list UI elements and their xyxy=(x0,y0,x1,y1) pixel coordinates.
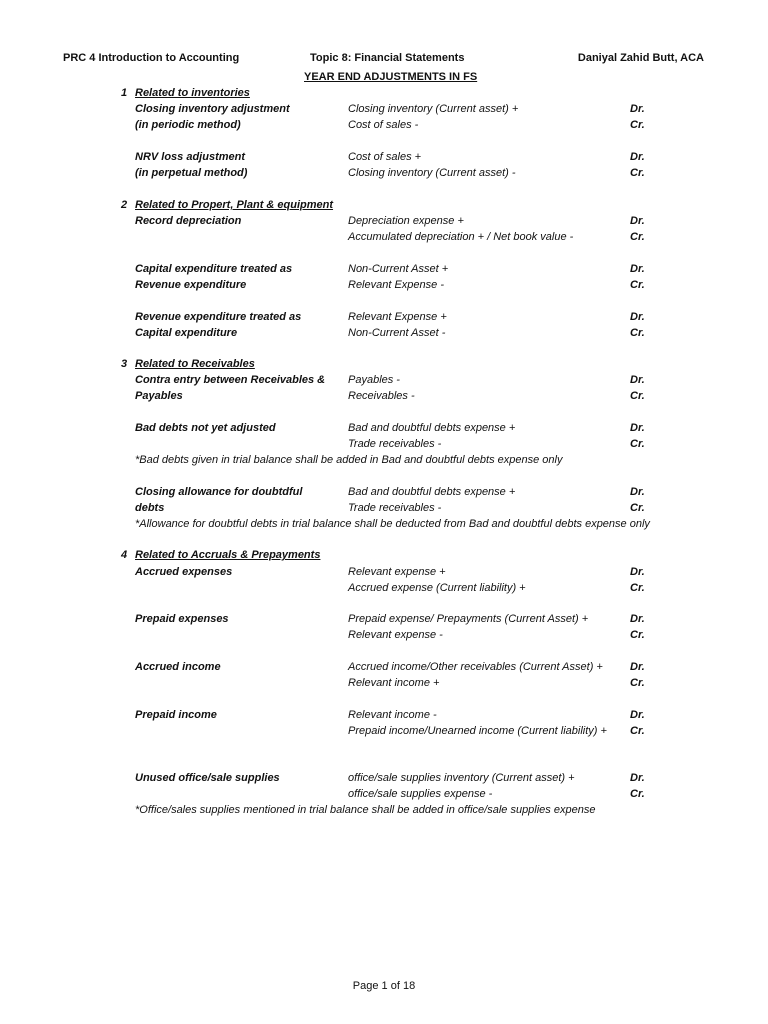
debit-credit-indicator: Cr. xyxy=(630,119,645,131)
adjustment-label: Prepaid expenses xyxy=(135,613,229,625)
section-number: 3 xyxy=(121,358,128,370)
journal-account: Accrued expense (Current liability) + xyxy=(348,582,526,594)
journal-account: Depreciation expense + xyxy=(348,215,464,227)
journal-account: Relevant expense + xyxy=(348,566,446,578)
adjustment-label: Unused office/sale supplies xyxy=(135,772,280,784)
adjustment-label: NRV loss adjustment xyxy=(135,151,246,163)
debit-credit-indicator: Dr. xyxy=(630,374,645,386)
debit-credit-indicator: Dr. xyxy=(630,215,645,227)
journal-account: Cost of sales + xyxy=(348,151,422,163)
author-name: Daniyal Zahid Butt, ACA xyxy=(577,52,704,64)
adjustment-label: Accrued expenses xyxy=(135,566,233,578)
debit-credit-indicator: Dr. xyxy=(630,566,645,578)
section-heading: Related to Receivables xyxy=(135,358,255,370)
debit-credit-indicator: Cr. xyxy=(630,725,645,737)
journal-account: Relevant Expense - xyxy=(348,279,444,291)
journal-account: Closing inventory (Current asset) - xyxy=(348,167,516,179)
journal-account: Accumulated depreciation + / Net book value - xyxy=(348,231,574,243)
debit-credit-indicator: Dr. xyxy=(630,709,645,721)
section-heading: Related to Accruals & Prepayments xyxy=(135,549,321,561)
journal-account: Relevant income - xyxy=(348,709,437,721)
debit-credit-indicator: Cr. xyxy=(630,629,645,641)
debit-credit-indicator: Cr. xyxy=(630,327,645,339)
journal-account: Non-Current Asset - xyxy=(348,327,446,339)
section-number: 4 xyxy=(121,549,128,561)
debit-credit-indicator: Dr. xyxy=(630,486,645,498)
debit-credit-indicator: Dr. xyxy=(630,613,645,625)
journal-account: Bad and doubtful debts expense + xyxy=(348,422,516,434)
page-number: Page 1 of 18 xyxy=(352,980,416,992)
adjustment-label: (in periodic method) xyxy=(135,119,241,131)
debit-credit-indicator: Dr. xyxy=(630,772,645,784)
journal-account: office/sale supplies expense - xyxy=(348,788,493,800)
debit-credit-indicator: Cr. xyxy=(630,502,645,514)
debit-credit-indicator: Cr. xyxy=(630,677,645,689)
journal-account: office/sale supplies inventory (Current asset) + xyxy=(348,772,575,784)
section-heading: Related to Propert, Plant & equipment xyxy=(135,199,334,211)
debit-credit-indicator: Dr. xyxy=(630,103,645,115)
footnote: *Office/sales supplies mentioned in trial balance shall be added in office/sale supplies expense xyxy=(135,804,596,816)
debit-credit-indicator: Dr. xyxy=(630,311,645,323)
journal-account: Payables - xyxy=(348,374,400,386)
adjustment-label: (in perpetual method) xyxy=(135,167,248,179)
debit-credit-indicator: Dr. xyxy=(630,263,645,275)
adjustment-label: debts xyxy=(135,502,165,514)
adjustment-label: Closing inventory adjustment xyxy=(135,103,290,115)
debit-credit-indicator: Cr. xyxy=(630,582,645,594)
journal-account: Prepaid income/Unearned income (Current liability) + xyxy=(348,725,607,737)
journal-account: Relevant Expense + xyxy=(348,311,447,323)
debit-credit-indicator: Cr. xyxy=(630,167,645,179)
adjustment-label: Capital expenditure xyxy=(135,327,238,339)
journal-account: Relevant income + xyxy=(348,677,440,689)
debit-credit-indicator: Cr. xyxy=(630,231,645,243)
debit-credit-indicator: Cr. xyxy=(630,390,645,402)
adjustment-label: Revenue expenditure treated as xyxy=(135,311,302,323)
journal-account: Trade receivables - xyxy=(348,502,442,514)
section-number: 1 xyxy=(121,87,128,99)
journal-account: Relevant expense - xyxy=(348,629,443,641)
debit-credit-indicator: Dr. xyxy=(630,422,645,434)
debit-credit-indicator: Dr. xyxy=(630,661,645,673)
page-title: YEAR END ADJUSTMENTS IN FS xyxy=(304,71,478,83)
journal-account: Bad and doubtful debts expense + xyxy=(348,486,516,498)
section-heading: Related to inventories xyxy=(135,87,250,99)
adjustment-label: Prepaid income xyxy=(135,709,217,721)
section-number: 2 xyxy=(121,199,128,211)
debit-credit-indicator: Cr. xyxy=(630,788,645,800)
topic-title: Topic 8: Financial Statements xyxy=(310,52,465,64)
debit-credit-indicator: Cr. xyxy=(630,279,645,291)
adjustment-label: Record depreciation xyxy=(135,215,242,227)
journal-account: Trade receivables - xyxy=(348,438,442,450)
adjustment-label: Closing allowance for doubtdful xyxy=(135,486,303,498)
course-title: PRC 4 Introduction to Accounting xyxy=(63,52,240,64)
adjustment-label: Payables xyxy=(135,390,183,402)
footnote: *Allowance for doubtful debts in trial balance shall be deducted from Bad and doubtful debts expense only xyxy=(135,518,650,530)
debit-credit-indicator: Cr. xyxy=(630,438,645,450)
adjustment-label: Revenue expenditure xyxy=(135,279,247,291)
adjustment-label: Capital expenditure treated as xyxy=(135,263,293,275)
adjustment-label: Accrued income xyxy=(135,661,221,673)
footnote: *Bad debts given in trial balance shall be added in Bad and doubtful debts expense only xyxy=(135,454,563,466)
journal-account: Cost of sales - xyxy=(348,119,419,131)
journal-account: Closing inventory (Current asset) + xyxy=(348,103,519,115)
adjustment-label: Bad debts not yet adjusted xyxy=(135,422,276,434)
debit-credit-indicator: Dr. xyxy=(630,151,645,163)
journal-account: Accrued income/Other receivables (Current Asset) + xyxy=(348,661,603,673)
adjustment-label: Contra entry between Receivables & xyxy=(135,374,326,386)
journal-account: Prepaid expense/ Prepayments (Current Asset) + xyxy=(348,613,589,625)
journal-account: Receivables - xyxy=(348,390,415,402)
journal-account: Non-Current Asset + xyxy=(348,263,449,275)
